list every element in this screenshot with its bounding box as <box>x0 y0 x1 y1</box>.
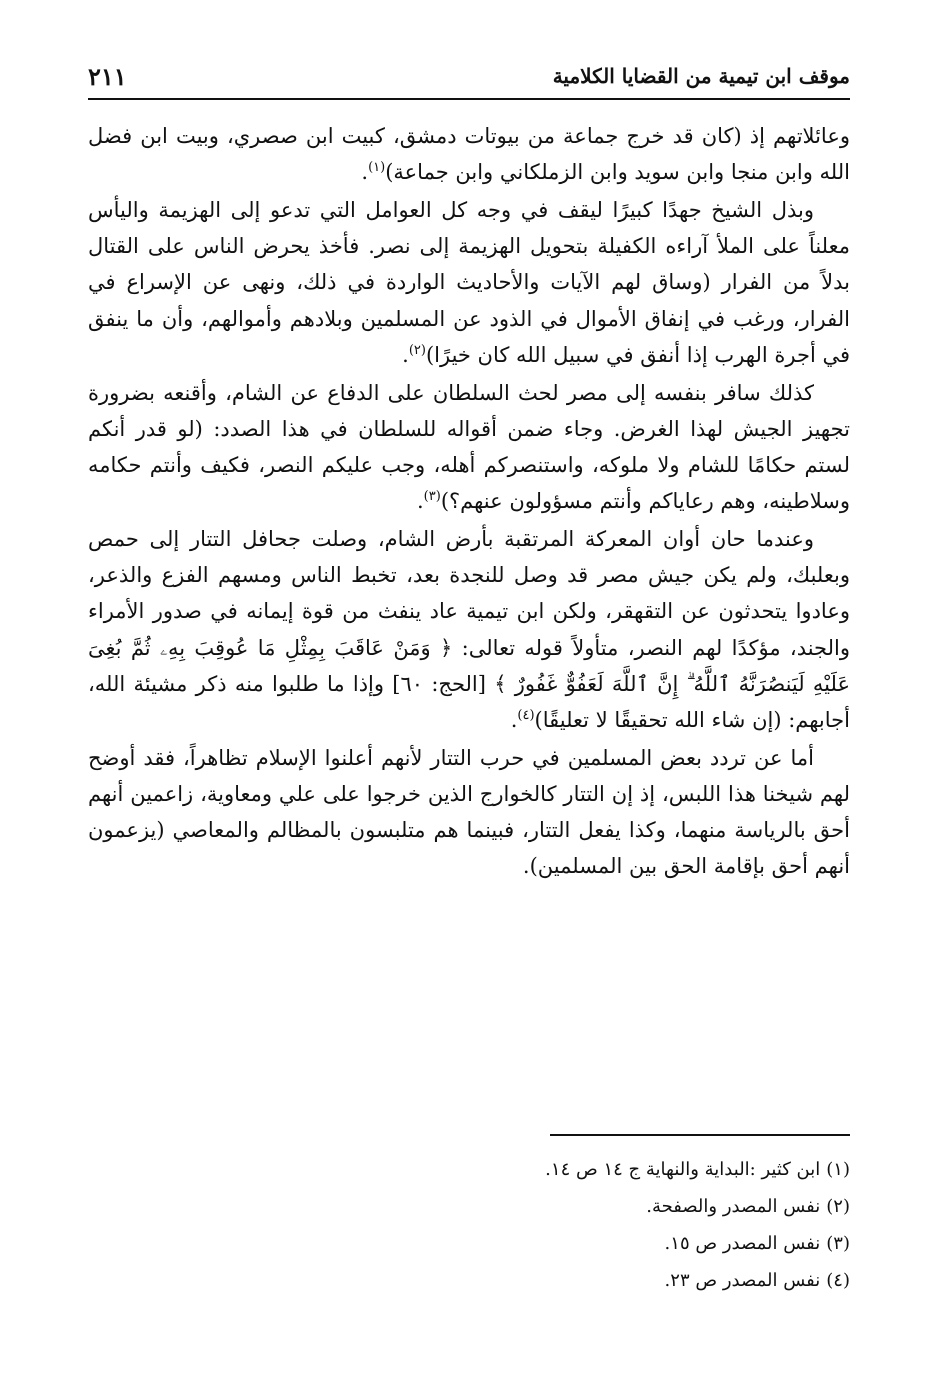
footnote-ref[interactable]: (١) <box>368 160 386 176</box>
footnote-ref[interactable]: (٤) <box>517 707 535 723</box>
paragraph: كذلك سافر بنفسه إلى مصر لحث السلطان على الدفاع عن الشام، وأقنعه بضرورة تجهيز الجيش لهذا الغرض. وجاء ضمن أقواله للسلطان في هذا الصدد: (لو قدر أنكم لستم حكامًا للشام ولا ملوكه، واستنصركم أهله، وجب عليكم النصر، فكيف وأنتم حكامه وسلاطينه، وهم رعاياكم وأنتم مسؤولون عنهم؟)$^{(٣)}$. <box>88 380 850 514</box>
paragraph: وبذل الشيخ جهدًا كبيرًا ليقف في وجه كل العوامل التي تدعو إلى الهزيمة واليأس معلناً على الملأ آراءه الكفيلة بتحويل الهزيمة إلى نصر. فأخذ يحرض الناس على القتال بدلاً من الفرار (وساق لهم الآيات والأحاديث الواردة في ذلك، ونهى عن الإسراع في الفرار، ورغب في إنفاق الأموال في الذود عن المسلمين وبلادهم وأموالهم، وأن ما ينفق في أجرة الهرب إذا أنفق في سبيل الله كان خيرًا)$^{(٢)}$. <box>88 198 850 367</box>
footnote: (٤)نفس المصدر ص ٢٣. <box>664 1269 850 1291</box>
running-title: موقف ابن تيمية من القضايا الكلامية <box>552 64 850 88</box>
main-text <box>88 118 850 886</box>
paragraph: أما عن تردد بعض المسلمين في حرب التتار لأنهم أعلنوا الإسلام تظاهراً، فقد أوضح لهم شيخنا هذا اللبس، إذ إن التتار كالخوارج الذين خرجوا على علي ومعاوية، زاعمين أنهم أحق بالرياسة منهما، وكذا يفعل التتار، فبينما هم متلبسون بالمظالم والمعاصي (يزعمون أنهم أحق بإقامة الحق بين المسلمين). <box>88 745 850 879</box>
footnotes <box>88 1152 850 1300</box>
running-header <box>88 58 850 100</box>
footnote-ref[interactable]: (٢) <box>408 342 426 358</box>
footnote: (١)ابن كثير :البداية والنهاية ج ١٤ ص ١٤. <box>545 1159 850 1180</box>
footnote-ref[interactable]: (٣) <box>423 489 441 505</box>
footnote: (٣)نفس المصدر ص ١٥. <box>664 1232 850 1254</box>
footnote: (٢)نفس المصدر والصفحة. <box>646 1195 850 1217</box>
footnote-separator <box>550 1134 850 1136</box>
paragraph: وعندما حان أوان المعركة المرتقبة بأرض الشام، وصلت جحافل التتار إلى حمص وبعلبك، ولم يكن جيش مصر قد وصل للنجدة بعد، تخبط الناس ومسهم الفزع والذعر، وعادوا يتحدثون عن التقهقر، ولكن ابن تيمية عاد ينفث من قوة إيمانه في صدور الأمراء والجند، مؤكدًا لهم النصر، متأولاً قوله تعالى: ﴿ وَمَنْ عَاقَبَ بِمِثْلِ مَا عُوقِبَ بِهِۦ ثُمَّ بُغِىَ عَلَيْهِ لَيَنصُرَنَّهُ ٱللَّهُ ۗ إِنَّ ٱللَّهَ لَعَفُوٌّ غَفُورٌ ﴾ [الحج: ٦٠] وإذا ما طلبوا منه ذكر مشيئة الله، أجابهم: (إن شاء الله تحقيقًا لا تعليقًا)$^{(٤)}$. <box>88 527 850 732</box>
paragraph: وعائلاتهم إذ (كان قد خرج جماعة من بيوتات دمشق، كبيت ابن صصري، وبيت ابن فضل الله وابن منجا وابن سويد وابن الزملكاني وابن جماعة)$^{(١)}$. <box>88 124 850 185</box>
page-number: ٢١١ <box>88 62 127 91</box>
